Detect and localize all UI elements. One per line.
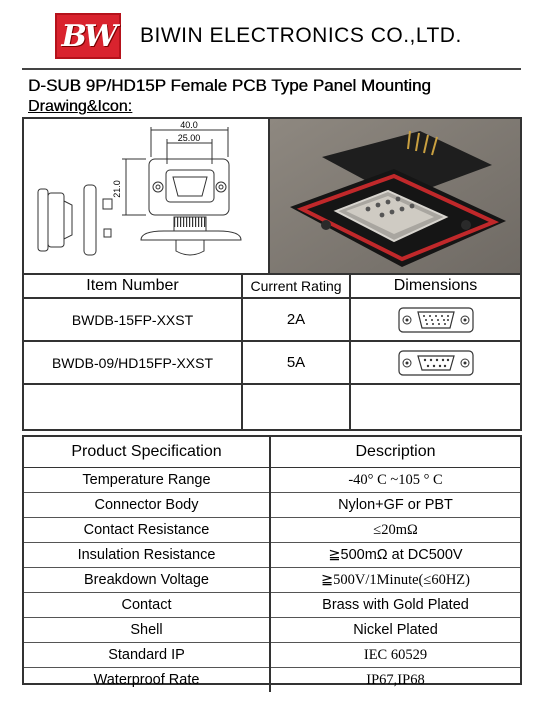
table-row bbox=[24, 493, 520, 518]
header-divider bbox=[22, 68, 521, 70]
spec-name: Temperature Range bbox=[24, 468, 270, 493]
spec-name: Contact Resistance bbox=[24, 518, 270, 543]
table-row bbox=[24, 341, 520, 384]
spec-name: Contact bbox=[24, 593, 270, 618]
table-row bbox=[24, 643, 520, 668]
company-name: BIWIN ELECTRONICS CO.,LTD. bbox=[140, 24, 462, 47]
spec-table bbox=[24, 437, 520, 692]
spec-name: Connector Body bbox=[24, 493, 270, 518]
table-row bbox=[24, 618, 520, 643]
spec-name: Standard IP bbox=[24, 643, 270, 668]
db9-connector-icon bbox=[398, 350, 474, 376]
dim-outer-label: 40.0 bbox=[180, 120, 198, 130]
drawing-and-items-section bbox=[22, 117, 522, 431]
table-row bbox=[24, 518, 520, 543]
table-row-empty bbox=[24, 384, 520, 430]
hd15-connector-icon bbox=[398, 307, 474, 333]
spec-value: IEC 60529 bbox=[270, 643, 520, 668]
connector-photo-illustration bbox=[270, 119, 520, 273]
header-description: Description bbox=[270, 437, 520, 468]
spec-value: ≧500V/1Minute(≤60HZ) bbox=[270, 568, 520, 593]
item-table-header bbox=[24, 274, 520, 298]
dim-height-label: 21.0 bbox=[112, 180, 122, 198]
section-subtitle: Drawing&Icon: bbox=[28, 98, 133, 115]
spec-value: ≧500mΩ at DC500V bbox=[270, 543, 520, 568]
item-number: BWDB-09/HD15FP-XXST bbox=[24, 341, 242, 384]
spec-name: Waterproof Rate bbox=[24, 668, 270, 693]
spec-value: Nylon+GF or PBT bbox=[270, 493, 520, 518]
table-row bbox=[24, 593, 520, 618]
page-title: D-SUB 9P/HD15P Female PCB Type Panel Mounting bbox=[28, 76, 431, 95]
table-row bbox=[24, 668, 520, 693]
spec-value: IP67,IP68 bbox=[270, 668, 520, 693]
current-rating: 5A bbox=[242, 341, 350, 384]
specification-section bbox=[22, 435, 522, 688]
connector-outline-drawing bbox=[24, 119, 268, 271]
table-row bbox=[24, 298, 520, 341]
dim-inner-label: 25.00 bbox=[177, 133, 201, 143]
item-number: BWDB-15FP-XXST bbox=[24, 298, 242, 341]
product-photo bbox=[270, 119, 520, 273]
spec-value: Nickel Plated bbox=[270, 618, 520, 643]
spec-name: Breakdown Voltage bbox=[24, 568, 270, 593]
spec-value: -40° C ~105 ° C bbox=[270, 468, 520, 493]
header-dimensions: Dimensions bbox=[350, 274, 520, 298]
current-rating: 2A bbox=[242, 298, 350, 341]
item-table bbox=[24, 273, 520, 430]
company-logo bbox=[55, 13, 121, 59]
technical-drawing bbox=[24, 119, 270, 273]
header-current-rating: Current Rating bbox=[242, 274, 350, 298]
spec-table-header bbox=[24, 437, 520, 468]
logo-text: BW bbox=[61, 18, 115, 54]
spec-name: Insulation Resistance bbox=[24, 543, 270, 568]
spec-name: Shell bbox=[24, 618, 270, 643]
spec-value: ≤20mΩ bbox=[270, 518, 520, 543]
spec-value: Brass with Gold Plated bbox=[270, 593, 520, 618]
header-item-number: Item Number bbox=[24, 274, 242, 298]
table-row bbox=[24, 468, 520, 493]
table-row bbox=[24, 568, 520, 593]
table-row bbox=[24, 543, 520, 568]
header-product-specification: Product Specification bbox=[24, 437, 270, 468]
